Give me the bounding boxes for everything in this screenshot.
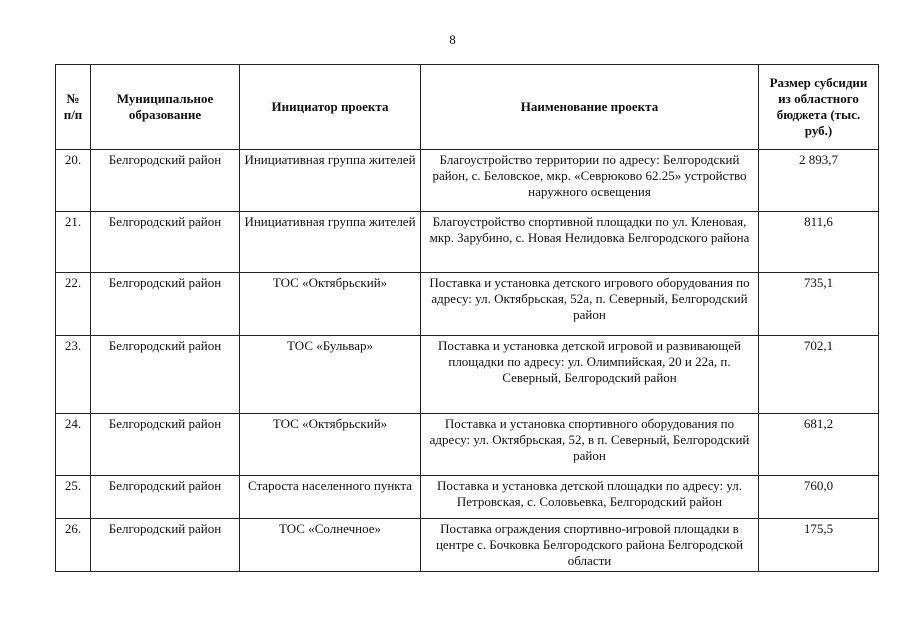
table-row: [56, 414, 879, 476]
header-num: № п/п: [56, 65, 91, 150]
row-project: Поставка ограждения спортивно-игровой площадки в центре с. Бочковка Белгородского района Белгородской области: [421, 519, 759, 572]
row-municipality: Белгородский район: [91, 336, 240, 414]
table-row: [56, 212, 879, 273]
row-num: 23.: [56, 336, 91, 414]
header-initiator: Инициатор проекта: [240, 65, 421, 150]
row-initiator: ТОС «Октябрьский»: [240, 414, 421, 476]
row-num: 22.: [56, 273, 91, 336]
row-project: Поставка и установка спортивного оборудования по адресу: ул. Октябрьская, 52, в п. Северный, Белгородский район: [421, 414, 759, 476]
row-project: Благоустройство спортивной площадки по ул. Кленовая, мкр. Зарубино, с. Новая Нелидовка Белгородского района: [421, 212, 759, 273]
table-row: [56, 336, 879, 414]
row-num: 25.: [56, 476, 91, 519]
row-municipality: Белгородский район: [91, 519, 240, 572]
row-subsidy: 175,5: [759, 519, 879, 572]
row-initiator: Инициативная группа жителей: [240, 212, 421, 273]
row-subsidy: 702,1: [759, 336, 879, 414]
header-subsidy: Размер субсидии из областного бюджета (тыс. руб.): [759, 65, 879, 150]
row-num: 24.: [56, 414, 91, 476]
table-row: [56, 476, 879, 519]
header-municipality: Муниципальное образование: [91, 65, 240, 150]
row-project: Благоустройство территории по адресу: Белгородский район, с. Беловское, мкр. «Севрюково 62.25» устройство наружного освещения: [421, 150, 759, 212]
table-header: [56, 65, 879, 150]
row-municipality: Белгородский район: [91, 273, 240, 336]
row-initiator: ТОС «Солнечное»: [240, 519, 421, 572]
page-number: 8: [449, 32, 456, 47]
row-initiator: ТОС «Октябрьский»: [240, 273, 421, 336]
row-project: Поставка и установка детской игровой и развивающей площадки по адресу: ул. Олимпийская, 20 и 22а, п. Северный, Белгородский район: [421, 336, 759, 414]
row-subsidy: 2 893,7: [759, 150, 879, 212]
header-row: [56, 65, 879, 150]
row-subsidy: 760,0: [759, 476, 879, 519]
row-municipality: Белгородский район: [91, 476, 240, 519]
row-municipality: Белгородский район: [91, 414, 240, 476]
row-initiator: ТОС «Бульвар»: [240, 336, 421, 414]
row-subsidy: 681,2: [759, 414, 879, 476]
row-initiator: Инициативная группа жителей: [240, 150, 421, 212]
table-row: [56, 273, 879, 336]
table-row: [56, 150, 879, 212]
row-initiator: Староста населенного пункта: [240, 476, 421, 519]
subsidy-table: [55, 64, 879, 572]
row-project: Поставка и установка детской площадки по адресу: ул. Петровская, с. Соловьевка, Белгородский район: [421, 476, 759, 519]
row-municipality: Белгородский район: [91, 212, 240, 273]
row-subsidy: 735,1: [759, 273, 879, 336]
row-subsidy: 811,6: [759, 212, 879, 273]
row-num: 21.: [56, 212, 91, 273]
table-body: [56, 150, 879, 572]
row-num: 26.: [56, 519, 91, 572]
header-project: Наименование проекта: [421, 65, 759, 150]
row-num: 20.: [56, 150, 91, 212]
row-municipality: Белгородский район: [91, 150, 240, 212]
row-project: Поставка и установка детского игрового оборудования по адресу: ул. Октябрьская, 52а, п. Северный, Белгородский район: [421, 273, 759, 336]
table-row: [56, 519, 879, 572]
